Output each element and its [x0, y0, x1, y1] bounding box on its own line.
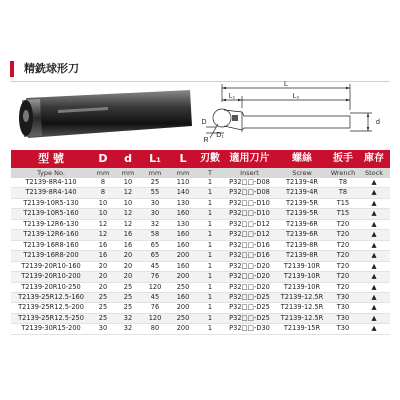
table-cell: T2139-10R [276, 261, 328, 271]
table-cell: 16 [91, 251, 115, 261]
table-cell: 160 [169, 240, 197, 250]
table-cell: 20 [115, 261, 141, 271]
table-row [11, 198, 390, 208]
table-cell: T2139-6R [276, 219, 328, 229]
table-cell: 250 [169, 282, 197, 292]
table-cell: 58 [141, 230, 169, 240]
table-row [11, 303, 390, 313]
table-cell: 32 [141, 219, 169, 229]
col-header: 扳手 [328, 150, 358, 168]
table-cell: P32□□-D16 [223, 251, 276, 261]
table-cell: T2139-10R5-130 [11, 198, 91, 208]
table-cell: ▲ [358, 272, 390, 282]
table-cell: 76 [141, 303, 169, 313]
dim-label-R: R [203, 137, 209, 144]
col-header: 螺絲 [276, 150, 328, 168]
table-cell: 12 [115, 188, 141, 198]
table-cell: ▲ [358, 230, 390, 240]
table-row [11, 313, 390, 323]
table-cell: T2139-4R [276, 188, 328, 198]
table-cell: 130 [169, 198, 197, 208]
table-cell: 16 [91, 240, 115, 250]
table-cell: 160 [169, 209, 197, 219]
table-cell: T2139-12R6-160 [11, 230, 91, 240]
table-cell: T8 [328, 178, 358, 188]
table-cell: P32□□-D20 [223, 272, 276, 282]
table-cell: 1 [197, 313, 223, 323]
col-header: 適用刀片 [223, 150, 276, 168]
table-cell: 65 [141, 240, 169, 250]
dim-label-D1: D₁ [216, 132, 224, 139]
col-header: d [115, 150, 141, 168]
table-cell: ▲ [358, 209, 390, 219]
table-cell: 200 [169, 324, 197, 334]
table-cell: T30 [328, 303, 358, 313]
table-cell: 30 [141, 198, 169, 208]
table-cell: 1 [197, 251, 223, 261]
table-cell: ▲ [358, 324, 390, 334]
table-row [11, 178, 390, 188]
title-accent-bar [10, 61, 14, 77]
tool-photo [18, 86, 198, 146]
table-cell: 8 [91, 178, 115, 188]
spec-table [11, 150, 390, 335]
table-cell: 200 [169, 251, 197, 261]
table-cell: 20 [91, 272, 115, 282]
table-cell: 10 [115, 178, 141, 188]
table-cell: 10 [91, 198, 115, 208]
table-cell: 1 [197, 324, 223, 334]
table-cell: T30 [328, 313, 358, 323]
table-cell: ▲ [358, 292, 390, 302]
table-cell: 45 [141, 261, 169, 271]
table-cell: T20 [328, 261, 358, 271]
table-cell: T2139-20R10-160 [11, 261, 91, 271]
table-cell: T2139-20R10-250 [11, 282, 91, 292]
table-cell: T2139-10R [276, 272, 328, 282]
table-cell: 80 [141, 324, 169, 334]
dim-label-L1: L₁ [228, 93, 236, 100]
table-cell: T2139-5R [276, 209, 328, 219]
table-row [11, 324, 390, 334]
table-row [11, 240, 390, 250]
table-cell: 160 [169, 230, 197, 240]
table-cell: T15 [328, 198, 358, 208]
table-cell: 12 [91, 219, 115, 229]
col-header: D [91, 150, 115, 168]
col-subheader: mm [91, 168, 115, 178]
table-row [11, 209, 390, 219]
table-cell: 20 [115, 251, 141, 261]
table-cell: 1 [197, 292, 223, 302]
table-cell: 20 [91, 282, 115, 292]
table-cell: P32□□-D08 [223, 188, 276, 198]
table-cell: 16 [115, 240, 141, 250]
col-header: L₁ [141, 150, 169, 168]
col-subheader: Screw [276, 168, 328, 178]
table-cell: 1 [197, 272, 223, 282]
table-cell: T2139-8R [276, 240, 328, 250]
table-cell: 1 [197, 230, 223, 240]
table-cell: T15 [328, 209, 358, 219]
dimension-diagram [200, 80, 390, 146]
col-subheader: mm [141, 168, 169, 178]
table-row [11, 282, 390, 292]
table-cell: T20 [328, 272, 358, 282]
section-header [10, 61, 390, 79]
table-cell: ▲ [358, 219, 390, 229]
table-cell: 12 [115, 219, 141, 229]
table-cell: T2139-20R10-200 [11, 272, 91, 282]
table-cell: 200 [169, 303, 197, 313]
table-cell: 140 [169, 188, 197, 198]
table-cell: 1 [197, 219, 223, 229]
dim-label-D: D [201, 119, 207, 126]
table-cell: P32□□-D20 [223, 282, 276, 292]
table-cell: P32□□-D10 [223, 209, 276, 219]
table-cell: 8 [91, 188, 115, 198]
table-cell: 10 [91, 209, 115, 219]
table-cell: T2139-12R6-130 [11, 219, 91, 229]
table-cell: 32 [115, 313, 141, 323]
col-subheader: Stock [358, 168, 390, 178]
col-header: L [169, 150, 197, 168]
col-subheader: Insert [223, 168, 276, 178]
table-row [11, 261, 390, 271]
page-title: 精銑球形刀 [24, 62, 79, 75]
table-cell: 32 [115, 324, 141, 334]
table-cell: 55 [141, 188, 169, 198]
table-cell: T2139-10R [276, 282, 328, 292]
table-cell: ▲ [358, 178, 390, 188]
table-cell: 25 [115, 292, 141, 302]
table-cell: P32□□-D10 [223, 198, 276, 208]
table-cell: ▲ [358, 282, 390, 292]
table-body [11, 178, 390, 334]
col-header: 刃數 [197, 150, 223, 168]
table-cell: ▲ [358, 240, 390, 250]
table-cell: P32□□-D25 [223, 292, 276, 302]
table-cell: T8 [328, 188, 358, 198]
table-cell: P32□□-D08 [223, 178, 276, 188]
table-cell: 110 [169, 178, 197, 188]
table-cell: 25 [91, 303, 115, 313]
dim-label-L: L [284, 81, 288, 88]
table-cell: P32□□-D16 [223, 240, 276, 250]
table-cell: T20 [328, 219, 358, 229]
table-cell: 10 [115, 198, 141, 208]
table-cell: 200 [169, 272, 197, 282]
table-cell: T20 [328, 251, 358, 261]
table-cell: P32□□-D12 [223, 230, 276, 240]
table-cell: T20 [328, 240, 358, 250]
table-cell: 1 [197, 303, 223, 313]
table-cell: 25 [115, 282, 141, 292]
table-cell: T2139-6R [276, 230, 328, 240]
table-cell: ▲ [358, 303, 390, 313]
table-cell: 1 [197, 209, 223, 219]
col-subheader: Type No. [11, 168, 91, 178]
table-cell: T20 [328, 282, 358, 292]
table-cell: T20 [328, 230, 358, 240]
table-row [11, 292, 390, 302]
table-cell: 1 [197, 188, 223, 198]
table-cell: ▲ [358, 188, 390, 198]
table-cell: T2139-30R15-200 [11, 324, 91, 334]
table-cell: 25 [91, 313, 115, 323]
table-cell: 76 [141, 272, 169, 282]
table-cell: 250 [169, 313, 197, 323]
table-row [11, 219, 390, 229]
table-cell: 1 [197, 282, 223, 292]
col-subheader: T [197, 168, 223, 178]
table-cell: T30 [328, 324, 358, 334]
dim-label-d: d [376, 119, 380, 126]
table-cell: T2139-16R8-160 [11, 240, 91, 250]
table-cell: T2139-8R4-140 [11, 188, 91, 198]
table-cell: P32□□-D12 [223, 219, 276, 229]
table-cell: T2139-10R5-160 [11, 209, 91, 219]
col-subheader: mm [115, 168, 141, 178]
table-cell: 20 [91, 261, 115, 271]
header-row-zh [11, 150, 390, 168]
col-subheader: Wrench [328, 168, 358, 178]
col-header: 庫存 [358, 150, 390, 168]
table-cell: 160 [169, 261, 197, 271]
table-row [11, 230, 390, 240]
table-cell: T2139-5R [276, 198, 328, 208]
table-cell: T2139-4R [276, 178, 328, 188]
table-cell: 30 [91, 324, 115, 334]
table-cell: ▲ [358, 251, 390, 261]
header-row-en [11, 168, 390, 178]
table-cell: P32□□-D30 [223, 324, 276, 334]
table-cell: 20 [115, 272, 141, 282]
table-cell: ▲ [358, 261, 390, 271]
table-row [11, 272, 390, 282]
col-header: 型 號 [11, 150, 91, 168]
table-cell: 130 [169, 219, 197, 229]
table-cell: 30 [141, 209, 169, 219]
table-cell: T2139-12.5R [276, 303, 328, 313]
table-cell: T2139-12.5R [276, 313, 328, 323]
table-cell: 1 [197, 261, 223, 271]
table-cell: 45 [141, 292, 169, 302]
table-cell: ▲ [358, 313, 390, 323]
table-cell: T2139-25R12.5-250 [11, 313, 91, 323]
table-cell: 120 [141, 313, 169, 323]
table-cell: 1 [197, 198, 223, 208]
table-cell: 16 [115, 230, 141, 240]
table-cell: P32□□-D20 [223, 261, 276, 271]
col-subheader: mm [169, 168, 197, 178]
table-cell: P32□□-D25 [223, 303, 276, 313]
table-cell: T2139-8R [276, 251, 328, 261]
table-cell: 65 [141, 251, 169, 261]
table-cell: 25 [141, 178, 169, 188]
table-cell: 12 [91, 230, 115, 240]
table-cell: T2139-16R8-200 [11, 251, 91, 261]
dim-label-L2: L₂ [292, 93, 300, 100]
table-cell: T2139-15R [276, 324, 328, 334]
table-cell: T2139-8R4-110 [11, 178, 91, 188]
table-cell: P32□□-D25 [223, 313, 276, 323]
table-cell: 25 [91, 292, 115, 302]
table-cell: 120 [141, 282, 169, 292]
table-cell: 160 [169, 292, 197, 302]
table-cell: 1 [197, 240, 223, 250]
table-cell: T30 [328, 292, 358, 302]
table-cell: ▲ [358, 198, 390, 208]
table-cell: 1 [197, 178, 223, 188]
table-cell: T2139-25R12.5-200 [11, 303, 91, 313]
table-cell: T2139-25R12.5-160 [11, 292, 91, 302]
table-cell: T2139-12.5R [276, 292, 328, 302]
table-cell: 12 [115, 209, 141, 219]
table-row [11, 188, 390, 198]
table-cell: 25 [115, 303, 141, 313]
table-row [11, 251, 390, 261]
